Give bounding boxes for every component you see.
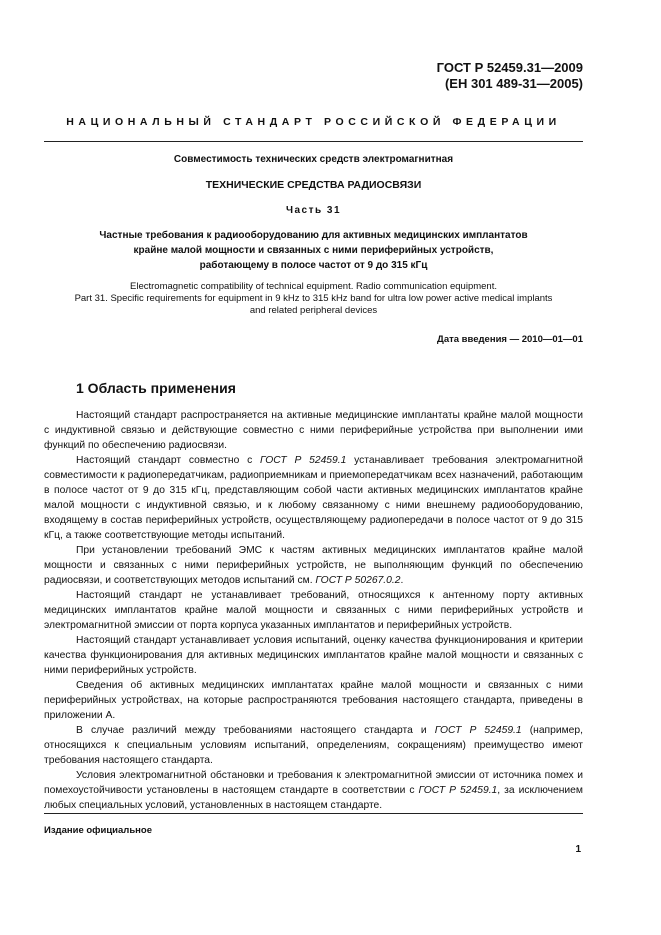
paragraph-8-text-b: , за исключением любых специальных условий, установленных в настоящем стандарте. <box>44 785 583 811</box>
bottom-divider <box>44 813 583 814</box>
edition-label: Издание официальное <box>44 825 152 836</box>
specific-title-line1: Частные требования к радиооборудованию для активных медицинских имплантатов <box>99 230 528 241</box>
paragraph-3-text-a: При установлении требований ЭМС к частям активных медицинских имплантатов крайне малой мощности и связанных с ними периферийных устройств, не выполняющим функций по обеспечению радиосвязи, и соответствующих методов испытаний см. <box>44 545 583 586</box>
reference-gost-52459-1: ГОСТ Р 52459.1 <box>418 785 498 796</box>
group-title: ТЕХНИЧЕСКИЕ СРЕДСТВА РАДИОСВЯЗИ <box>205 179 422 191</box>
paragraph-1: Настоящий стандарт распространяется на активные медицинские имплантаты крайне малой мощности с индуктивной связью и действующие совместно с ними периферийные устройства при выполнении ими функций по обеспечению радиосвязи. <box>44 410 583 451</box>
national-standard-heading: НАЦИОНАЛЬНЫЙ СТАНДАРТ РОССИЙСКОЙ ФЕДЕРАЦИИ <box>66 116 561 128</box>
reference-gost-52459-1: ГОСТ Р 52459.1 <box>260 455 347 466</box>
section-heading: 1 Область применения <box>76 380 236 396</box>
english-title-line3: and related peripheral devices <box>249 305 378 316</box>
specific-title-line3: работающему в полосе частот от 9 до 315 кГц <box>199 260 428 271</box>
section-body <box>44 408 583 813</box>
paragraph-6: Сведения об активных медицинских имплантатах крайне малой мощности и связанных с ними периферийных устройствах, на которые распространяются требования настоящего стандарта, приведены в приложении А. <box>44 680 583 721</box>
page-number: 1 <box>575 844 581 855</box>
english-title <box>44 281 583 317</box>
specific-title-line2: крайне малой мощности и связанных с ними периферийных устройств, <box>133 245 494 256</box>
paragraph-2-text-b: устанавливает требования электромагнитной совместимости к радиопередатчикам, радиоприемникам и приемопередатчикам всех назначений, работающим в полосе частот от 9 до 315 кГц, представляющим собой части активных медицинских имплантатов крайне малой мощности с индуктивной связью, и к любому связанному с ними внешнему радиооборудованию, входящему в состав периферийных устройств, осуществляющему радиопередачи в полосе частот от 9 до 315 кГц, а также соответствующие методы испытаний. <box>44 455 584 541</box>
compatibility-title: Совместимость технических средств электромагнитная <box>173 154 454 165</box>
paragraph-2-text-a: Настоящий стандарт совместно с <box>76 455 261 466</box>
standard-code-line1: ГОСТ Р 52459.31—2009 <box>436 60 583 75</box>
part-title: Часть 31 <box>285 205 342 216</box>
paragraph-5: Настоящий стандарт устанавливает условия испытаний, оценку качества функционирования и критерии качества функционирования для активных медицинских имплантатов крайне малой мощности и связанных с ними периферийных устройств. <box>44 635 583 676</box>
paragraph-4: Настоящий стандарт не устанавливает требований, относящихся к антенному порту активных медицинских имплантатов крайне малой мощности и связанных с ними периферийных устройств и электромагнитной эмиссии от порта корпуса указанных имплантатов и периферийных устройств. <box>44 590 583 631</box>
reference-gost-50267-0-2: ГОСТ Р 50267.0.2 <box>315 575 401 586</box>
paragraph-3-text-b: . <box>400 575 404 586</box>
english-title-line1: Electromagnetic compatibility of technical equipment. Radio communication equipment. <box>130 281 497 292</box>
paragraph-2 <box>44 453 583 543</box>
introduction-date: Дата введения — 2010—01—01 <box>437 334 583 345</box>
paragraph-7-text-b: (например, относящихся к специальным условиям испытаний, определениям, сокращениям) преимущество имеют требования настоящего стандарта. <box>44 725 583 766</box>
standard-code-line2: (ЕН 301 489-31—2005) <box>444 76 583 91</box>
paragraph-3 <box>44 543 583 588</box>
english-title-line2: Part 31. Specific requirements for equipment in 9 kHz to 315 kHz band for ultra low power active medical implants <box>74 293 553 304</box>
paragraph-7-text-a: В случае различий между требованиями настоящего стандарта и <box>76 725 435 736</box>
specific-title <box>44 228 583 273</box>
top-divider <box>44 141 583 142</box>
paragraph-8 <box>44 768 583 813</box>
paragraph-7 <box>44 723 583 768</box>
paragraph-8-text-a: Условия электромагнитной обстановки и требования к электромагнитной эмиссии от источника помех и помехоустойчивости установлены в настоящем стандарте в соответствии с <box>44 770 583 796</box>
standard-code <box>437 60 583 92</box>
reference-gost-52459-1: ГОСТ Р 52459.1 <box>434 725 522 736</box>
